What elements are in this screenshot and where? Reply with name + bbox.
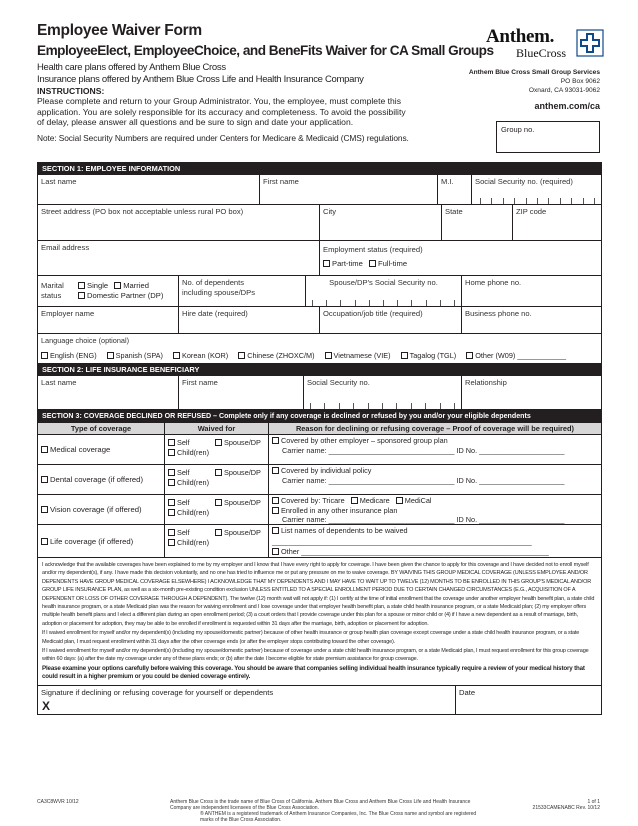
legal-para-2: If I waived enrollment for myself and/or my dependent(s) (including my spouse/domestic partner) because of other health insurance or group health plan coverage except coverage under a state child health insurance program, or a state Medicaid plan, I must request enrollment within 31 days after the other coverage ends (or after the employer stops contributing toward the other coverage). xyxy=(42,630,580,645)
address-city: Oxnard, CA 93031-9062 xyxy=(528,87,600,94)
acknowledgement-text xyxy=(38,558,601,686)
reason-medical: Covered by other employer – sponsored group plan Carrier name: _______________________________ ID No. _____________________ xyxy=(269,435,601,464)
website: anthem.com/ca xyxy=(534,101,600,111)
dental-children-checkbox[interactable] xyxy=(168,479,175,486)
zip-field[interactable]: ZIP code xyxy=(516,207,547,216)
language-label: Korean (KOR) xyxy=(181,351,229,360)
page-subtitle: EmployeeElect, EmployeeChoice, and BeneFits Waiver for CA Small Groups xyxy=(37,43,494,58)
relationship-field[interactable]: Relationship xyxy=(465,378,507,387)
ssn-note: Note: Social Security Numbers are required under Centers for Medicare & Medicaid (CMS) regulations. xyxy=(37,132,409,143)
instructions-text: Please complete and return to your Group Administrator. You, the employee, must complete this application. You are solely responsible for its accuracy and completeness. To avoid the possibility of delay, please answer all questions and be sure to sign and date your application. xyxy=(37,96,406,128)
language-label: English (ENG) xyxy=(50,351,97,360)
coverage-type-vision: Vision coverage (if offered) xyxy=(38,495,165,524)
language-checkbox[interactable] xyxy=(325,352,332,359)
medicare-checkbox[interactable] xyxy=(351,497,358,504)
instructions-heading: INSTRUCTIONS: xyxy=(37,86,105,96)
language-option xyxy=(173,351,228,360)
other-employer-checkbox[interactable] xyxy=(272,437,279,444)
page-title: Employee Waiver Form xyxy=(37,22,202,39)
other-insurance-checkbox[interactable] xyxy=(272,507,279,514)
tricare-checkbox[interactable] xyxy=(272,497,279,504)
beneficiary-last-name-field[interactable]: Last name xyxy=(38,376,179,409)
signature-field[interactable]: Signature if declining or refusing coverage for yourself or dependents X xyxy=(38,686,456,714)
plan-line-2: Insurance plans offered by Anthem Blue Cross Life and Health Insurance Company xyxy=(37,73,364,85)
vision-self-checkbox[interactable] xyxy=(168,499,175,506)
first-name-field[interactable]: First name xyxy=(260,175,438,204)
email-field[interactable]: Email address xyxy=(38,241,320,275)
footer-legal-line-1: Anthem Blue Cross is the trade name of Blue Cross of California. Anthem Blue Cross and Anthem Blue Cross Life and Health Insurance Company are independent licensees of the Blue Cross Association. xyxy=(170,799,471,811)
vision-spouse-checkbox[interactable] xyxy=(215,499,222,506)
col-waived-for: Waived for xyxy=(165,423,269,434)
marital-label: Marital status xyxy=(41,281,64,300)
employment-status-field xyxy=(320,241,601,275)
individual-policy-checkbox[interactable] xyxy=(272,467,279,474)
language-option xyxy=(238,351,314,360)
date-field[interactable]: Date xyxy=(459,687,476,697)
language-label: Other (W09) ____________ xyxy=(475,351,567,360)
footer-right xyxy=(533,799,600,811)
street-address-field[interactable]: Street address (PO box not acceptable unless rural PO box) xyxy=(38,205,320,240)
email-row xyxy=(38,241,601,276)
logo-wordmark: Anthem. xyxy=(486,26,555,47)
ssn-field[interactable]: Social Security no. (required) xyxy=(472,175,601,204)
employer-row xyxy=(38,307,601,334)
legal-para-3: If I waived enrollment for myself and/or my dependent(s) (including my spouse/domestic partner) because of coverage under a state child health insurance program, or a state Medicaid plan, I must request enrollment for this group coverage within 60 days: (a) after the date my coverage under any of these plans ends; or (b) after the date I become eligible for state premium assistance for group coverage. xyxy=(42,648,589,663)
marital-row xyxy=(38,276,601,307)
group-no-label: Group no. xyxy=(501,125,535,134)
language-option xyxy=(41,351,97,360)
vision-children-checkbox[interactable] xyxy=(168,509,175,516)
footer-legal-line-2: ® ANTHEM is a registered trademark of Anthem Insurance Companies, Inc. The Blue Cross name and symbol are registered marks of the Blue Cross Association. xyxy=(200,811,477,823)
full-time-checkbox[interactable] xyxy=(369,260,376,267)
language-choice xyxy=(38,334,601,364)
medical-checkbox[interactable] xyxy=(41,446,48,453)
carrier-line-2[interactable]: Carrier name: _______________________________ ID No. _____________________ xyxy=(282,476,565,485)
footer-form-number: 21533CAMENABC Rev. 10/12 xyxy=(532,805,600,811)
medical-state-checkbox[interactable] xyxy=(396,497,403,504)
part-time-checkbox[interactable] xyxy=(323,260,330,267)
coverage-row-vision xyxy=(38,495,601,525)
beneficiary-first-name-field[interactable]: First name xyxy=(179,376,304,409)
section-2-header: SECTION 2: LIFE INSURANCE BENEFICIARY xyxy=(38,364,601,376)
business-phone-field[interactable]: Business phone no. xyxy=(465,309,532,318)
reason-life: List names of dependents to be waived ________________________________________________________________ Other _____________________________________________________________ xyxy=(269,525,601,557)
col-reason: Reason for declining or refusing coverage – Proof of coverage will be required) xyxy=(269,423,601,434)
language-label: Vietnamese (VIE) xyxy=(333,351,391,360)
hire-date-field[interactable]: Hire date (required) xyxy=(179,307,320,333)
language-checkbox[interactable] xyxy=(238,352,245,359)
address-services: Anthem Blue Cross Small Group Services xyxy=(468,69,600,76)
language-label: Chinese (ZHOXC/M) xyxy=(247,351,315,360)
blue-cross-icon xyxy=(576,29,604,57)
medical-children-checkbox[interactable] xyxy=(168,449,175,456)
life-children-checkbox[interactable] xyxy=(168,539,175,546)
anthem-logo xyxy=(486,26,567,60)
ssn-tick-marks xyxy=(480,198,595,204)
coverage-row-medical xyxy=(38,435,601,465)
beneficiary-ssn-tick-marks xyxy=(310,403,455,409)
coverage-type-life: Life coverage (if offered) xyxy=(38,525,165,557)
medical-self-checkbox[interactable] xyxy=(168,439,175,446)
language-option xyxy=(107,351,163,360)
life-spouse-checkbox[interactable] xyxy=(215,529,222,536)
signature-row xyxy=(38,686,601,714)
section-1-header: SECTION 1: EMPLOYEE INFORMATION xyxy=(38,163,601,175)
dental-self-checkbox[interactable] xyxy=(168,469,175,476)
carrier-line-1[interactable]: Carrier name: _______________________________ ID No. _____________________ xyxy=(282,446,565,455)
beneficiary-ssn-field[interactable]: Social Security no. xyxy=(304,376,462,409)
single-checkbox[interactable] xyxy=(78,282,85,289)
language-label: Spanish (SPA) xyxy=(115,351,163,360)
col-type-of-coverage: Type of coverage xyxy=(38,423,165,434)
language-option xyxy=(466,351,566,360)
language-option xyxy=(325,351,391,360)
domestic-partner-checkbox[interactable] xyxy=(78,292,85,299)
waived-for-dental: Self Spouse/DP Child(ren) xyxy=(165,465,269,494)
reason-dental: Covered by individual policy Carrier name: _______________________________ ID No. _____________________ xyxy=(269,465,601,494)
full-time-label: Full-time xyxy=(377,259,408,268)
spouse-ssn-tick-marks xyxy=(312,300,455,306)
legal-warning: Please examine your options carefully before waiving this coverage. You should be aware that companies selling individual health insurance typically require a review of your medical history that could result in a higher premium or you could be denied coverage entirely. xyxy=(42,664,585,681)
footer-page-number: 1 of 1 xyxy=(587,799,600,805)
language-option xyxy=(401,351,457,360)
beneficiary-row xyxy=(38,376,601,410)
occupation-field[interactable]: Occupation/job title (required) xyxy=(320,307,462,333)
group-no-field[interactable] xyxy=(496,121,600,153)
home-phone-field[interactable]: Home phone no. xyxy=(465,278,522,287)
state-field[interactable]: State xyxy=(442,205,513,240)
coverage-table-header xyxy=(38,423,601,435)
married-checkbox[interactable] xyxy=(114,282,121,289)
language-label: Tagalog (TGL) xyxy=(409,351,457,360)
waived-for-vision: Self Spouse/DP Child(ren) xyxy=(165,495,269,524)
reason-vision: Covered by: Tricare Medicare MediCal Enrolled in any other insurance plan Carrier name: _______________________________ ID No. _____________________ xyxy=(269,495,601,524)
logo-subtext: BlueCross xyxy=(516,46,567,60)
other-checkbox[interactable] xyxy=(272,548,279,555)
address-row xyxy=(38,205,601,241)
dental-checkbox[interactable] xyxy=(41,476,48,483)
employment-status-label: Employment status (required) xyxy=(323,245,423,254)
language-label: Language choice (optional) xyxy=(41,336,130,345)
coverage-row-dental xyxy=(38,465,601,495)
life-checkbox[interactable] xyxy=(41,538,48,545)
section-3-header: SECTION 3: COVERAGE DECLINED OR REFUSED – Complete only if any coverage is declined or refused by you and/or your eligible dependents xyxy=(38,410,601,423)
dependents-field[interactable]: No. of dependents including spouse/DPs xyxy=(179,276,306,306)
life-self-checkbox[interactable] xyxy=(168,529,175,536)
address-po-box: PO Box 9062 xyxy=(560,78,600,85)
language-checkbox[interactable] xyxy=(173,352,180,359)
coverage-row-life xyxy=(38,525,601,558)
plan-line-1: Health care plans offered by Anthem Blue Cross xyxy=(37,62,226,73)
language-checkbox[interactable] xyxy=(107,352,114,359)
coverage-type-dental: Dental coverage (if offered) xyxy=(38,465,165,494)
spouse-ssn-field[interactable]: Spouse/DP's Social Security no. xyxy=(306,276,462,306)
footer-form-code: CA3C8WVR 10/12 xyxy=(37,799,79,805)
medical-spouse-checkbox[interactable] xyxy=(215,439,222,446)
mailing-address xyxy=(469,68,600,95)
carrier-line-3[interactable]: Carrier name: _______________________________ ID No. _____________________ xyxy=(282,515,565,525)
employer-name-field[interactable]: Employer name xyxy=(38,307,179,333)
dependents-names-line[interactable]: ________________________________________________________________ xyxy=(272,536,532,546)
coverage-type-medical: Medical coverage xyxy=(38,435,165,464)
part-time-label: Part-time xyxy=(332,259,363,268)
city-field[interactable]: City xyxy=(320,205,442,240)
language-checkbox[interactable] xyxy=(41,352,48,359)
legal-para-1: I acknowledge that the available coverages have been explained to me by my employer and I know that I have every right to apply for coverage. I have been given the chance to apply for this coverage and I have decided not to enroll myself and/or my dependent(s), if any. I have made this decision voluntarily, and no one has tried to influence me or put any pressure on me to waive coverage. BY WAIVING THIS GROUP MEDICAL COVERAGE (UNLESS EMPLOYEE AND/OR DEPENDENTS HAVE GROUP MEDICAL COVERAGE ELSEWHERE) I ACKNOWLEDGE THAT MY DEPENDENTS AND I MAY HAVE TO WAIT UP TO TWELVE (12) MONTHS TO BE ENROLLED IN THIS GROUP'S MEDICAL AND/OR GROUP LIFE INSURANCE PLAN, as well as a six-month pre-existing condition exclusion UNLESS ENTITLED TO A SPECIAL ENROLLMENT PERIOD DUE TO CERTAIN CHANGED CIRCUMSTANCES (E.G., ACQUISITION OF A DEPENDENT OR LOSS OF OTHER COVERAGE THROUGH A DEPENDENT). The twelve (12) month wait will not apply if: (1) I certify at the time of initial enrollment that the coverage under another employer health benefit plan, a state child health insurance program, or a state Medicaid plan was the reason for waiving enrollment and I lose coverage under that employer health benefit plan, a state child health insurance program, or a state Medicaid plan; (2) my employer offers multiple health benefit plans and I elect a different plan during an open enrollment period; (3) a court orders that I provide coverage under this plan for a spouse or minor child or (4) if I have a new dependent as a result of marriage, birth, adoption or placement for adoption, they may be able to be enrolled if enrollment is requested within 31 days after the marriage, birth, adoption or placement for adoption. xyxy=(42,562,595,627)
marital-status-field: Marital status Single Married Domestic Partner (DP) xyxy=(38,276,179,306)
footer-legal xyxy=(170,799,490,823)
dependents-waived-checkbox[interactable] xyxy=(272,527,279,534)
signature-x-mark: X xyxy=(42,698,51,713)
language-checkbox[interactable] xyxy=(466,352,473,359)
dental-spouse-checkbox[interactable] xyxy=(215,469,222,476)
name-row xyxy=(38,175,601,205)
waived-for-life: Self Spouse/DP Child(ren) xyxy=(165,525,269,557)
language-checkbox[interactable] xyxy=(401,352,408,359)
waived-for-medical: Self Spouse/DP Child(ren) xyxy=(165,435,269,464)
language-options xyxy=(41,351,598,360)
last-name-field[interactable]: Last name xyxy=(38,175,260,204)
vision-checkbox[interactable] xyxy=(41,506,48,513)
waiver-form xyxy=(37,162,602,715)
mi-field[interactable]: M.I. xyxy=(438,175,472,204)
